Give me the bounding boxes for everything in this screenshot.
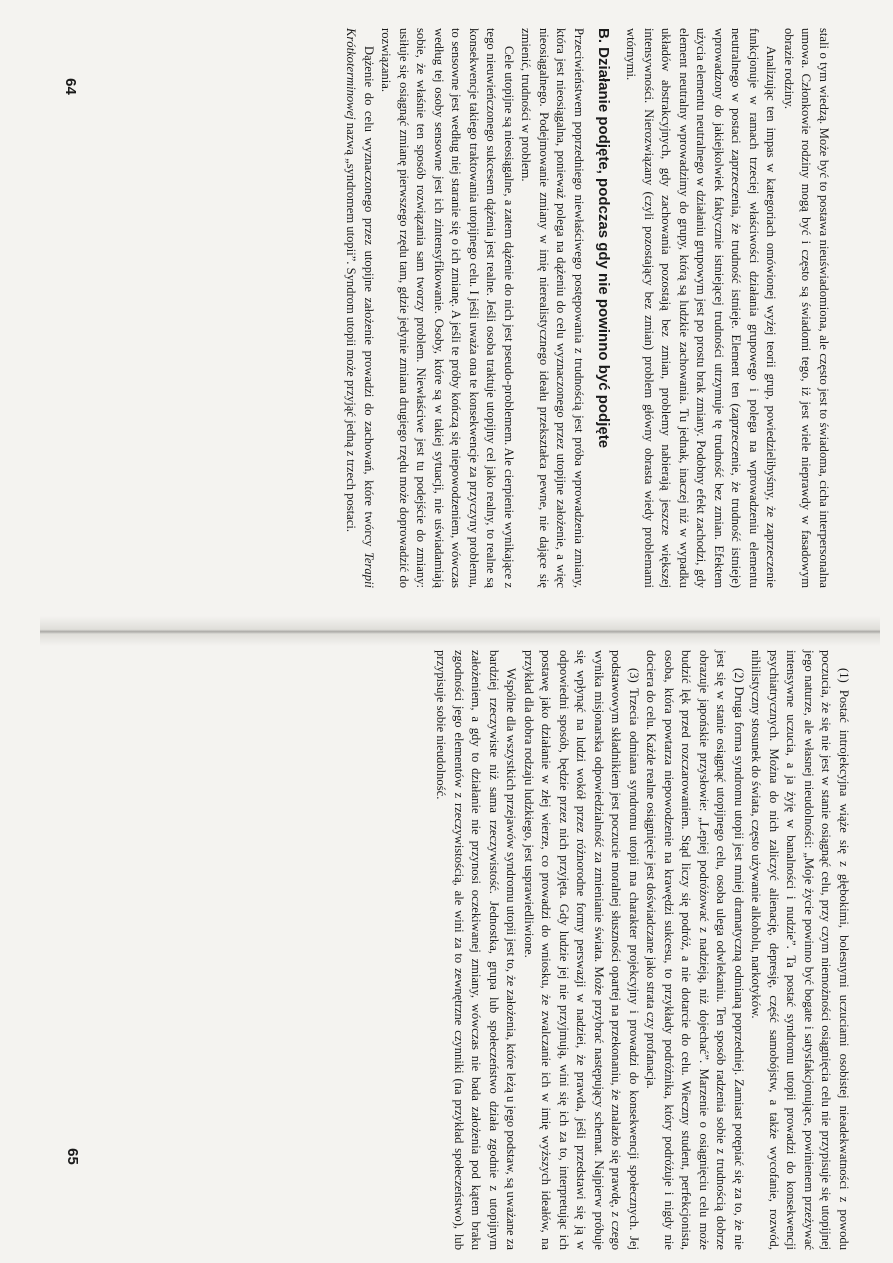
paragraph-procrastination: (2) Druga forma syndromu utopii jest mniej dramatyczną odmianą poprzedniej. Zamiast potępiać się za to, że nie jest się w stanie osiągnąć utopijnego celu, osoba ulega odwlekaniu. Ten sposób radzenia sobie z trudnością dobrze obrazuje japońskie przysłowie: „Lepiej podróżować z nadzieją, niż dojechać”. Marzenie o osiągnięciu celu może budzić lęk przed rozczarowaniem. Stąd liczy się podróż, a nie dotarcie do celu. Wieczny student, perfekcjonista, osoba, która powtarza niepowodzenie na krawędzi sukcesu, to przykłady podróżnika, który podróżuje i nigdy nie dociera do celu. Każde realne osiągnięcie jest doświadczane jako strata czy profanacja.: [644, 650, 746, 1250]
paragraph-introjective: (1) Postać introjekcyjna wiąże się z głębokimi, bolesnymi uczuciami osobistej nieadekwatności z powodu poczucia, że się nie jest w stanie osiągnąć celu, przy czym niemożności osiągnięcia celu nie przypisuje się utopijnej jego naturze, ale własnej nieudolności: „Moje życie powinno być bogate i satysfakcjonujące, powinienem przeżywać intensywne uczucia, a ja żyję w banalności i nudzie”. Ta postać syndromu utopii prowadzi do konsekwencji psychiatrycznych. Można do nich zaliczyć alienację, depresję, część samobójstw, a także wycofanie, rozwód, nihilistyczny stosunek do świata, często używanie alkoholu, narkotyków.: [749, 650, 851, 1250]
paragraph-common: Wspólne dla wszystkich przejawów syndromu utopii jest to, że założenia, które leżą u jego podstaw, są uważane za bardziej rzeczywiste niż sama rzeczywistość. Jednostka, grupa lub społeczeństwo działa zgodnie z utopijnym założeniem, a gdy to działanie nie przynosi oczekiwanej zmiany, wówczas nie bada założenia pod kątem braku zgodności jego elementów z rzeczywistością, ale wini za to zewnętrzne czynniki (na przykład społeczeństwo), lub przypisuje sobie nieudolność.: [434, 650, 519, 1250]
paragraph-b3-end: nazwą „syndromem utopii”. Syndrom utopii może przyjąć jedną z trzech postaci.: [344, 119, 359, 532]
page-left-column: [342, 28, 840, 588]
paragraph-b1: Przeciwieństwem poprzedniego niewłaściwego postępowania z trudnością jest próba wprowadzenia zmiany, która jest nieosiągalna, ponieważ polega na dążeniu do celu wyznaczonego przez utopijne założenie, a więc nieosiągalnego. Podejmowanie zmiany w imię nierealistycznego ideału przekształca pewne, nie dające się zmienić, trudności w problem.: [519, 28, 586, 588]
page-right-column: [432, 650, 856, 1250]
paragraph-intro: stali o tym wiedzą. Może być to postawa nieuświadomiona, ale często jest to świadoma, cicha interpersonalna umowa. Członkowie rodziny mogą być i często są świadomi tego, iż jest wiele nieprawdy w fasadowym obrazie rodziny.: [782, 28, 831, 588]
paragraph-b2: Cele utopijne są nieosiągalne, a zatem dążenie do nich jest pseudo-problemem. Ale cierpienie wynikające z tego nieuwieńczonego sukcesem dążenia jest realne. Jeśli osoba traktuje utopijny cel jako realny, to realne są konsekwencje takiego traktowania utopijnego celu. I jeśli uważa ona te konsekwencje za przyczyny problemu, to sensowne jest według niej staranie się o ich zmianę. A jeśli te próby kończą się niepowodzeniem, wówczas według tej osoby sensowne jest ich zintensyfikowanie. Osoby, które są w takiej sytuacji, nie uświadamiają sobie, że właśnie ten sposób rozwiązania sam tworzy problem. Niewłaściwe jest tu podejście do zmiany: usiłuje się osiągnąć zmianę pierwszego rzędu tam, gdzie jedynie zmiana drugiego rzędu może doprowadzić do rozwiązania.: [379, 28, 516, 588]
page-number-right: 65: [63, 1148, 81, 1165]
book-gutter: [40, 616, 880, 646]
paragraph-b3-italic: Terapii Krótkoterminowej: [344, 28, 376, 588]
paragraph-b3-start: Dążenie do celu wyznaczonego przez utopijne założenie prowadzi do zachowań, które twórcy: [362, 46, 376, 553]
paragraph-b3: [342, 28, 377, 588]
page-right: [156, 650, 856, 1250]
page-left: [344, 28, 840, 588]
paragraph-analysis: Analizując ten impas w kategoriach omówionej wyżej teorii grup, powiedzielibyśmy, że zaprzeczenie funkcjonuje w ramach trzeciej właściwości działania grupowego i polega na wprowadzeniu elementu neutralnego w postaci zaprzeczenia, że trudność istnieje. Element ten (zaprzeczenie, że trudność istnieje) wprowadzony do jakiejkolwiek faktycznie istniejącej trudności utrzymuje tę trudność bez zmian. Efektem użycia elementu neutralnego w działaniu grupowym jest po prostu brak zmiany. Podobny efekt zachodzi, gdy element neutralny wprowadzimy do grupy, którą są ludzkie zachowania. Tu jednak, inaczej niż w wypadku układów abstrakcyjnych, gdy zachowania pozostają bez zmian, problemy nabierają jeszcze większej intensywności. Nierozwiązany (czyli pozostający bez zmian) problem główny obrasta wiedy problemami wtórnymi.: [624, 28, 779, 588]
page-number-left: 64: [61, 78, 79, 95]
section-heading-b: B. Działanie podjęte, podczas gdy nie powinno być podjęte: [595, 28, 612, 449]
paragraph-projective: (3) Trzecia odmiana syndromu utopii ma charakter projekcyjny i prowadzi do konsekwencji społecznych. Jej podstawowym składnikiem jest poczucie moralnej słuszności opartej na przekonaniu, że znalazło się prawdę, z czego wynika misjonarska odpowiedzialność za zmienianie świata. Może przybrać następujący schemat. Najpierw próbuje się wpłynąć na ludzi wokół przez różnorodne formy perswazji w nadziei, że prawda, jeśli przedstawi się ją w odpowiedni sposób, będzie przez nich przyjęta. Gdy ludzie jej nie przyjmują, wini się ich za to, interpretując ich postawę jako działanie w złej wierze, co prowadzi do wniosku, że zwalczanie ich w imię wyższych ideałów, na przykład dla dobra rodzaju ludzkiego, jest usprawiedliwione.: [522, 650, 641, 1250]
